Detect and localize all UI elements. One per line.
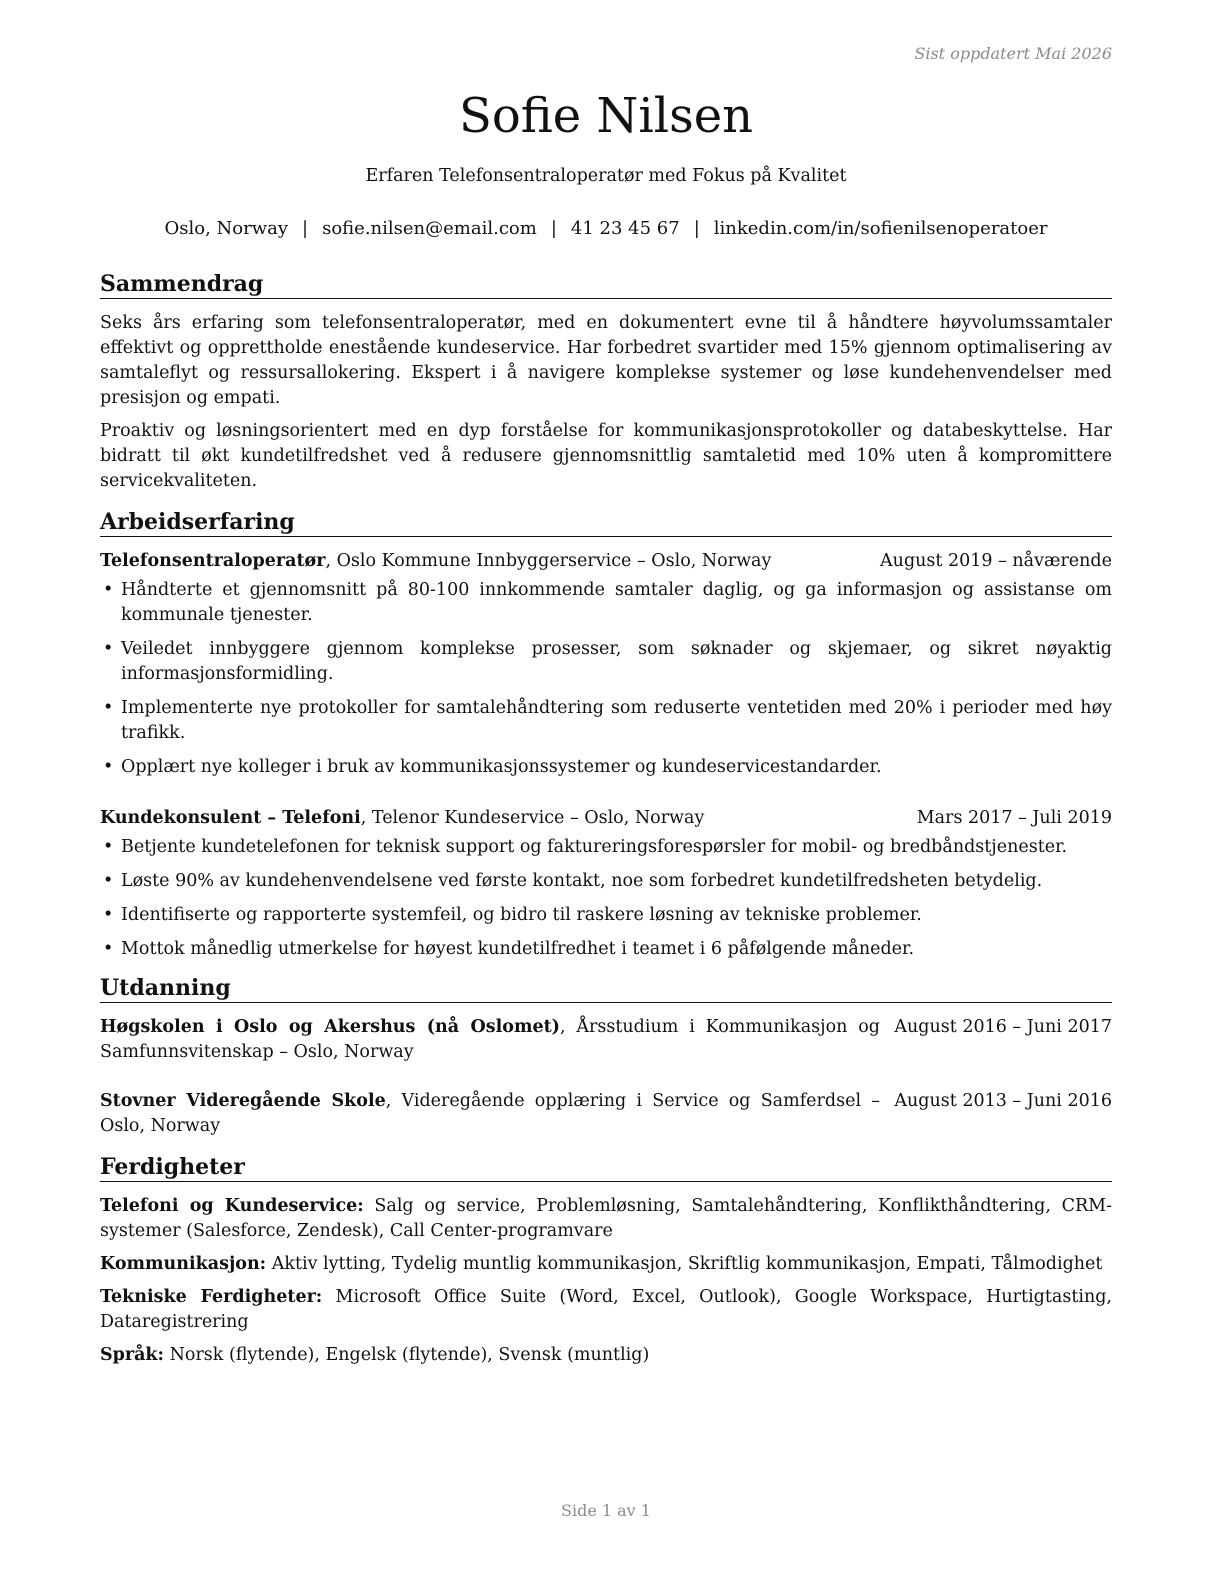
skills-section	[100, 1153, 1112, 1368]
contact-email[interactable]: sofie.nilsen@email.com	[322, 218, 537, 239]
job-bullet: • Implementerte nye protokoller for samtalehåndtering som reduserte ventetiden med 20% i perioder med høy trafikk.	[100, 696, 1112, 746]
education-detail: , Videregående opplæring i Service og Samferdsel – Oslo, Norway	[100, 1091, 880, 1136]
job-role: Telefonsentraloperatør	[100, 551, 326, 571]
skill-row	[100, 1194, 1112, 1244]
candidate-name: Sofie Nilsen	[458, 88, 754, 144]
section-title-education: Utdanning	[100, 974, 1112, 1003]
section-title-experience: Arbeidserfaring	[100, 508, 1112, 537]
skill-text: Norsk (flytende), Engelsk (flytende), Svensk (muntlig)	[164, 1345, 650, 1365]
skill-label: Språk:	[100, 1345, 165, 1365]
job-bullet: • Mottok månedlig utmerkelse for høyest kundetilfredhet i teamet i 6 påfølgende måneder.	[100, 937, 1112, 962]
education-entry	[100, 1015, 1112, 1065]
job-entry	[100, 806, 1112, 962]
skill-text: Salg og service, Problemløsning, Samtalehåndtering, Konflikthåndtering, CRM-systemer (Salesforce, Zendesk), Call Center-programvare	[100, 1196, 1113, 1241]
job-role: Kundekonsulent – Telefoni	[100, 808, 361, 828]
skill-text: Microsoft Office Suite (Word, Excel, Outlook), Google Workspace, Hurtigtasting, Dataregistrering	[100, 1287, 1112, 1332]
job-bullet: • Løste 90% av kundehenvendelsene ved første kontakt, noe som forbedret kundetilfredsheten betydelig.	[100, 869, 1112, 894]
contact-phone[interactable]: 41 23 45 67	[570, 218, 680, 239]
job-header	[100, 549, 1112, 574]
resume-page	[100, 0, 1112, 1584]
education-dates: August 2013 – Juni 2016	[894, 1091, 1112, 1111]
education-detail: , Årsstudium i Kommunikasjon og Samfunnsvitenskap – Oslo, Norway	[100, 1017, 880, 1062]
job-header	[100, 806, 1112, 831]
education-school: Høgskolen i Oslo og Akershus (nå Oslomet)	[100, 1017, 560, 1037]
job-bullet: • Veiledet innbyggere gjennom komplekse prosesser, som søknader og skjemaer, og sikret nøyaktig informasjonsformidling.	[100, 637, 1112, 687]
job-bullet: • Opplært nye kolleger i bruk av kommunikasjonssystemer og kundeservicestandarder.	[100, 755, 1112, 780]
job-dates: August 2019 – nåværende	[880, 551, 1112, 571]
education-entry	[100, 1089, 1112, 1139]
job-bullets	[100, 835, 1112, 962]
skill-row	[100, 1285, 1112, 1335]
section-title-skills: Ferdigheter	[100, 1153, 1112, 1182]
candidate-headline: Erfaren Telefonsentraloperatør med Fokus på Kvalitet	[365, 166, 847, 186]
contact-line	[100, 218, 1112, 239]
contact-separator: |	[550, 218, 557, 239]
summary-paragraph: Proaktiv og løsningsorientert med en dyp forståelse for kommunikasjonsprotokoller og databeskyttelse. Har bidratt til økt kundetilfredshet ved å redusere gjennomsnittlig samtaletid med 10% uten å kompromittere servicekvaliteten.	[100, 421, 1112, 491]
job-bullet: • Betjente kundetelefonen for teknisk support og faktureringsforespørsler for mobil- og bredbåndstjenester.	[100, 835, 1112, 860]
experience-section	[100, 508, 1112, 962]
page-number: Side 1 av 1	[561, 1501, 651, 1520]
skill-row	[100, 1343, 1112, 1368]
summary-paragraph: Seks års erfaring som telefonsentraloperatør, med en dokumentert evne til å håndtere høyvolumssamtaler effektivt og opprettholde enestående kundeservice. Har forbedret svartider med 15% gjennom optimalisering av samtaleflyt og ressursallokering. Ekspert i å navigere komplekse systemer og løse kundehenvendelser med presisjon og empati.	[100, 313, 1112, 408]
job-entry	[100, 549, 1112, 780]
contact-linkedin[interactable]: linkedin.com/in/sofienilsenoperatoer	[713, 218, 1048, 239]
job-dates: Mars 2017 – Juli 2019	[916, 808, 1112, 828]
skill-row	[100, 1252, 1112, 1277]
contact-separator: |	[693, 218, 700, 239]
section-title-summary: Sammendrag	[100, 270, 1112, 299]
job-organization: , Oslo Kommune Innbyggerservice – Oslo, Norway	[325, 551, 772, 571]
resume-content	[100, 270, 1112, 1376]
skill-label: Tekniske Ferdigheter:	[100, 1287, 323, 1307]
skill-label: Telefoni og Kundeservice:	[100, 1196, 364, 1216]
contact-separator: |	[302, 218, 309, 239]
last-updated: Sist oppdatert Mai 2026	[914, 44, 1112, 63]
job-bullets	[100, 578, 1112, 780]
education-dates: August 2016 – Juni 2017	[894, 1017, 1112, 1037]
skill-text: Aktiv lytting, Tydelig muntlig kommunikasjon, Skriftlig kommunikasjon, Empati, Tålmodighet	[266, 1254, 1103, 1274]
education-school: Stovner Videregående Skole	[100, 1091, 386, 1111]
job-bullet: • Håndterte et gjennomsnitt på 80-100 innkommende samtaler daglig, og ga informasjon og assistanse om kommunale tjenester.	[100, 578, 1112, 628]
skill-label: Kommunikasjon:	[100, 1254, 267, 1274]
education-section	[100, 974, 1112, 1139]
contact-location: Oslo, Norway	[164, 218, 289, 239]
job-organization: , Telenor Kundeservice – Oslo, Norway	[360, 808, 705, 828]
job-bullet: • Identifiserte og rapporterte systemfeil, og bidro til raskere løsning av tekniske problemer.	[100, 903, 1112, 928]
summary-section	[100, 270, 1112, 494]
